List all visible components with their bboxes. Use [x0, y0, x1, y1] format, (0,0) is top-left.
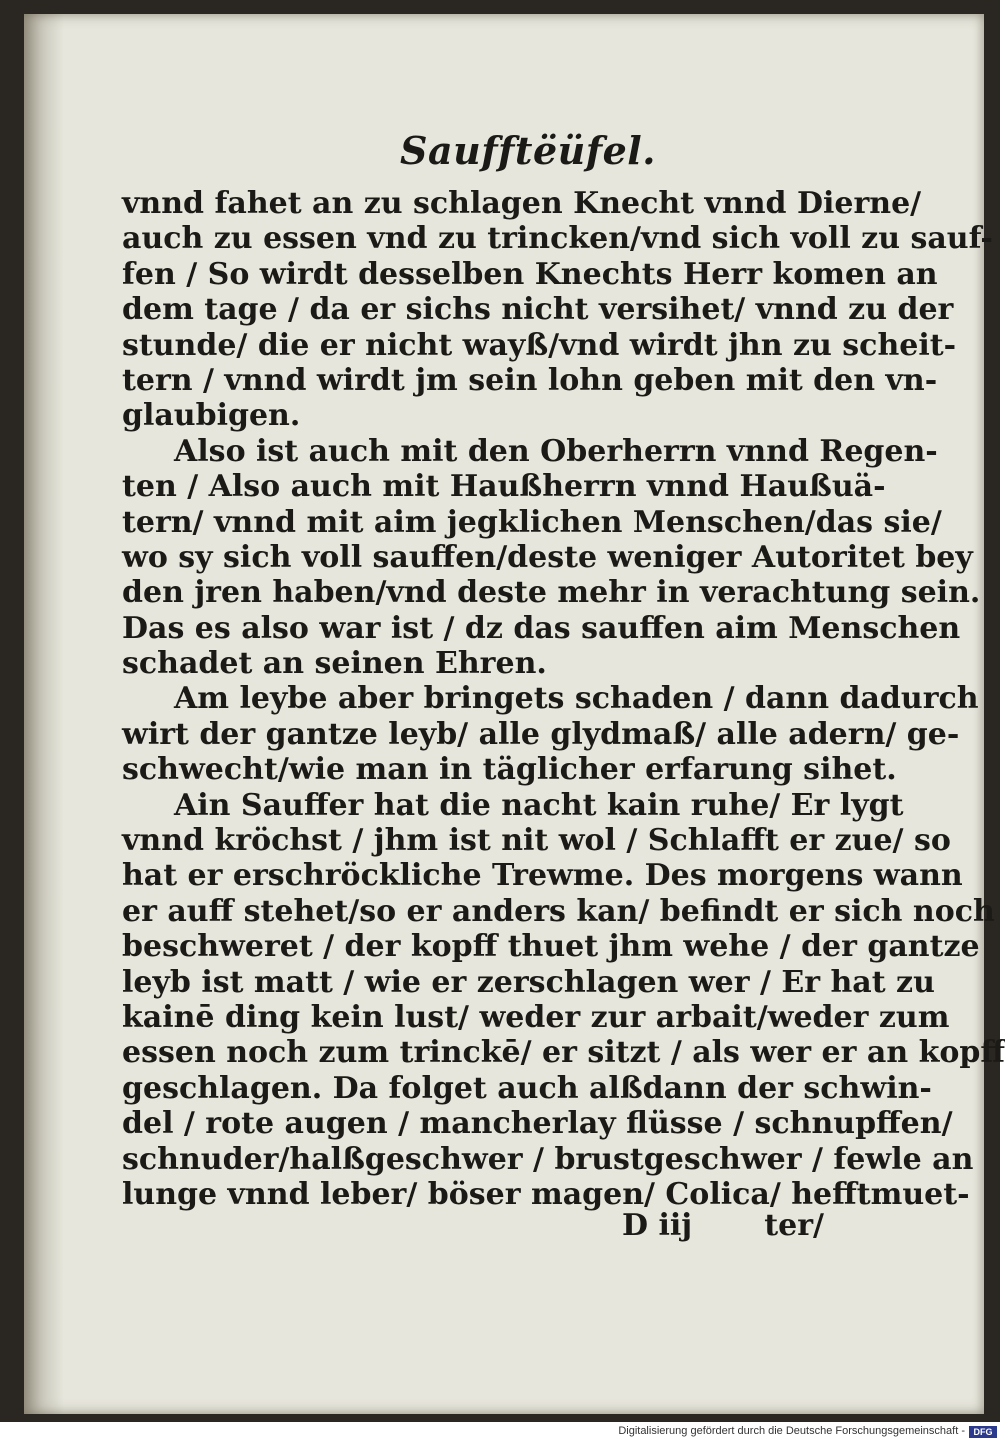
page-gutter-shadow	[24, 14, 64, 1414]
signature-mark: D iij	[622, 1208, 693, 1243]
text-line: fen / So wirdt desselben Knechts Herr komen an	[122, 256, 938, 292]
page-footer	[122, 1208, 852, 1248]
text-line: glaubigen.	[122, 398, 301, 434]
text-line: schadet an seinen Ehren.	[122, 646, 547, 682]
text-line: Also ist auch mit den Oberherrn vnnd Regen-	[174, 433, 938, 469]
text-line: er auff stehet/so er anders kan/ befindt er sich noch	[122, 893, 995, 929]
text-line: ten / Also auch mit Haußherrn vnnd Haußuä-	[122, 469, 886, 505]
text-line: essen noch zum trinckē/ er sitzt / als wer er an kopff	[122, 1035, 1005, 1071]
text-line: den jren haben/vnd deste mehr in verachtung sein.	[122, 575, 981, 611]
text-line: kainē ding kein lust/ weder zur arbait/weder zum	[122, 999, 950, 1035]
text-line: geschlagen. Da folget auch alßdann der schwin-	[122, 1070, 932, 1106]
text-line: Am leybe aber bringets schaden / dann dadurch	[174, 681, 979, 717]
text-line: Ain Sauffer hat die nacht kain ruhe/ Er lygt	[174, 787, 904, 823]
text-body	[122, 186, 1005, 1212]
text-line: vnnd kröchst / jhm ist nit wol / Schlafft er zue/ so	[122, 823, 951, 859]
text-line: del / rote augen / mancherlay flüsse / schnupffen/	[122, 1106, 953, 1142]
text-line: hat er erschröckliche Trewme. Des morgens wann	[122, 858, 963, 894]
text-line: schwecht/wie man in täglicher erfarung sihet.	[122, 752, 897, 788]
text-line: wo sy sich voll sauffen/deste weniger Autoritet bey	[122, 539, 973, 575]
text-line: lunge vnnd leber/ böser magen/ Colica/ hefftmuet-	[122, 1176, 970, 1212]
text-line: dem tage / da er sichs nicht versihet/ vnnd zu der	[122, 292, 954, 328]
text-line: Das es also war ist / dz das sauffen aim Menschen	[122, 610, 961, 646]
text-line: wirt der gantze leyb/ alle glydmaß/ alle adern/ ge-	[122, 716, 960, 752]
text-line: auch zu essen vnd zu trincken/vnd sich voll zu sauf-	[122, 221, 993, 257]
text-line: tern/ vnnd mit aim jegklichen Menschen/das sie/	[122, 504, 942, 540]
text-line: tern / vnnd wirdt jm sein lohn geben mit den vn-	[122, 362, 938, 398]
text-line: leyb ist matt / wie er zerschlagen wer / Er hat zu	[122, 964, 935, 1000]
text-line: stunde/ die er nicht wayß/vnd wirdt jhn zu scheit-	[122, 327, 957, 363]
digitization-credit: Digitalisierung gefördert durch die Deutsche Forschungsgemeinschaft -	[618, 1425, 965, 1437]
text-line: vnnd fahet an zu schlagen Knecht vnnd Dierne/	[122, 186, 922, 221]
catchword: ter/	[764, 1208, 824, 1243]
dfg-logo: DFG	[969, 1426, 997, 1438]
running-head: Saufftëüfel.	[400, 128, 656, 173]
text-line: beschweret / der kopff thuet jhm wehe / der gantze	[122, 929, 980, 965]
text-line: schnuder/halßgeschwer / brustgeschwer / fewle an	[122, 1141, 974, 1177]
